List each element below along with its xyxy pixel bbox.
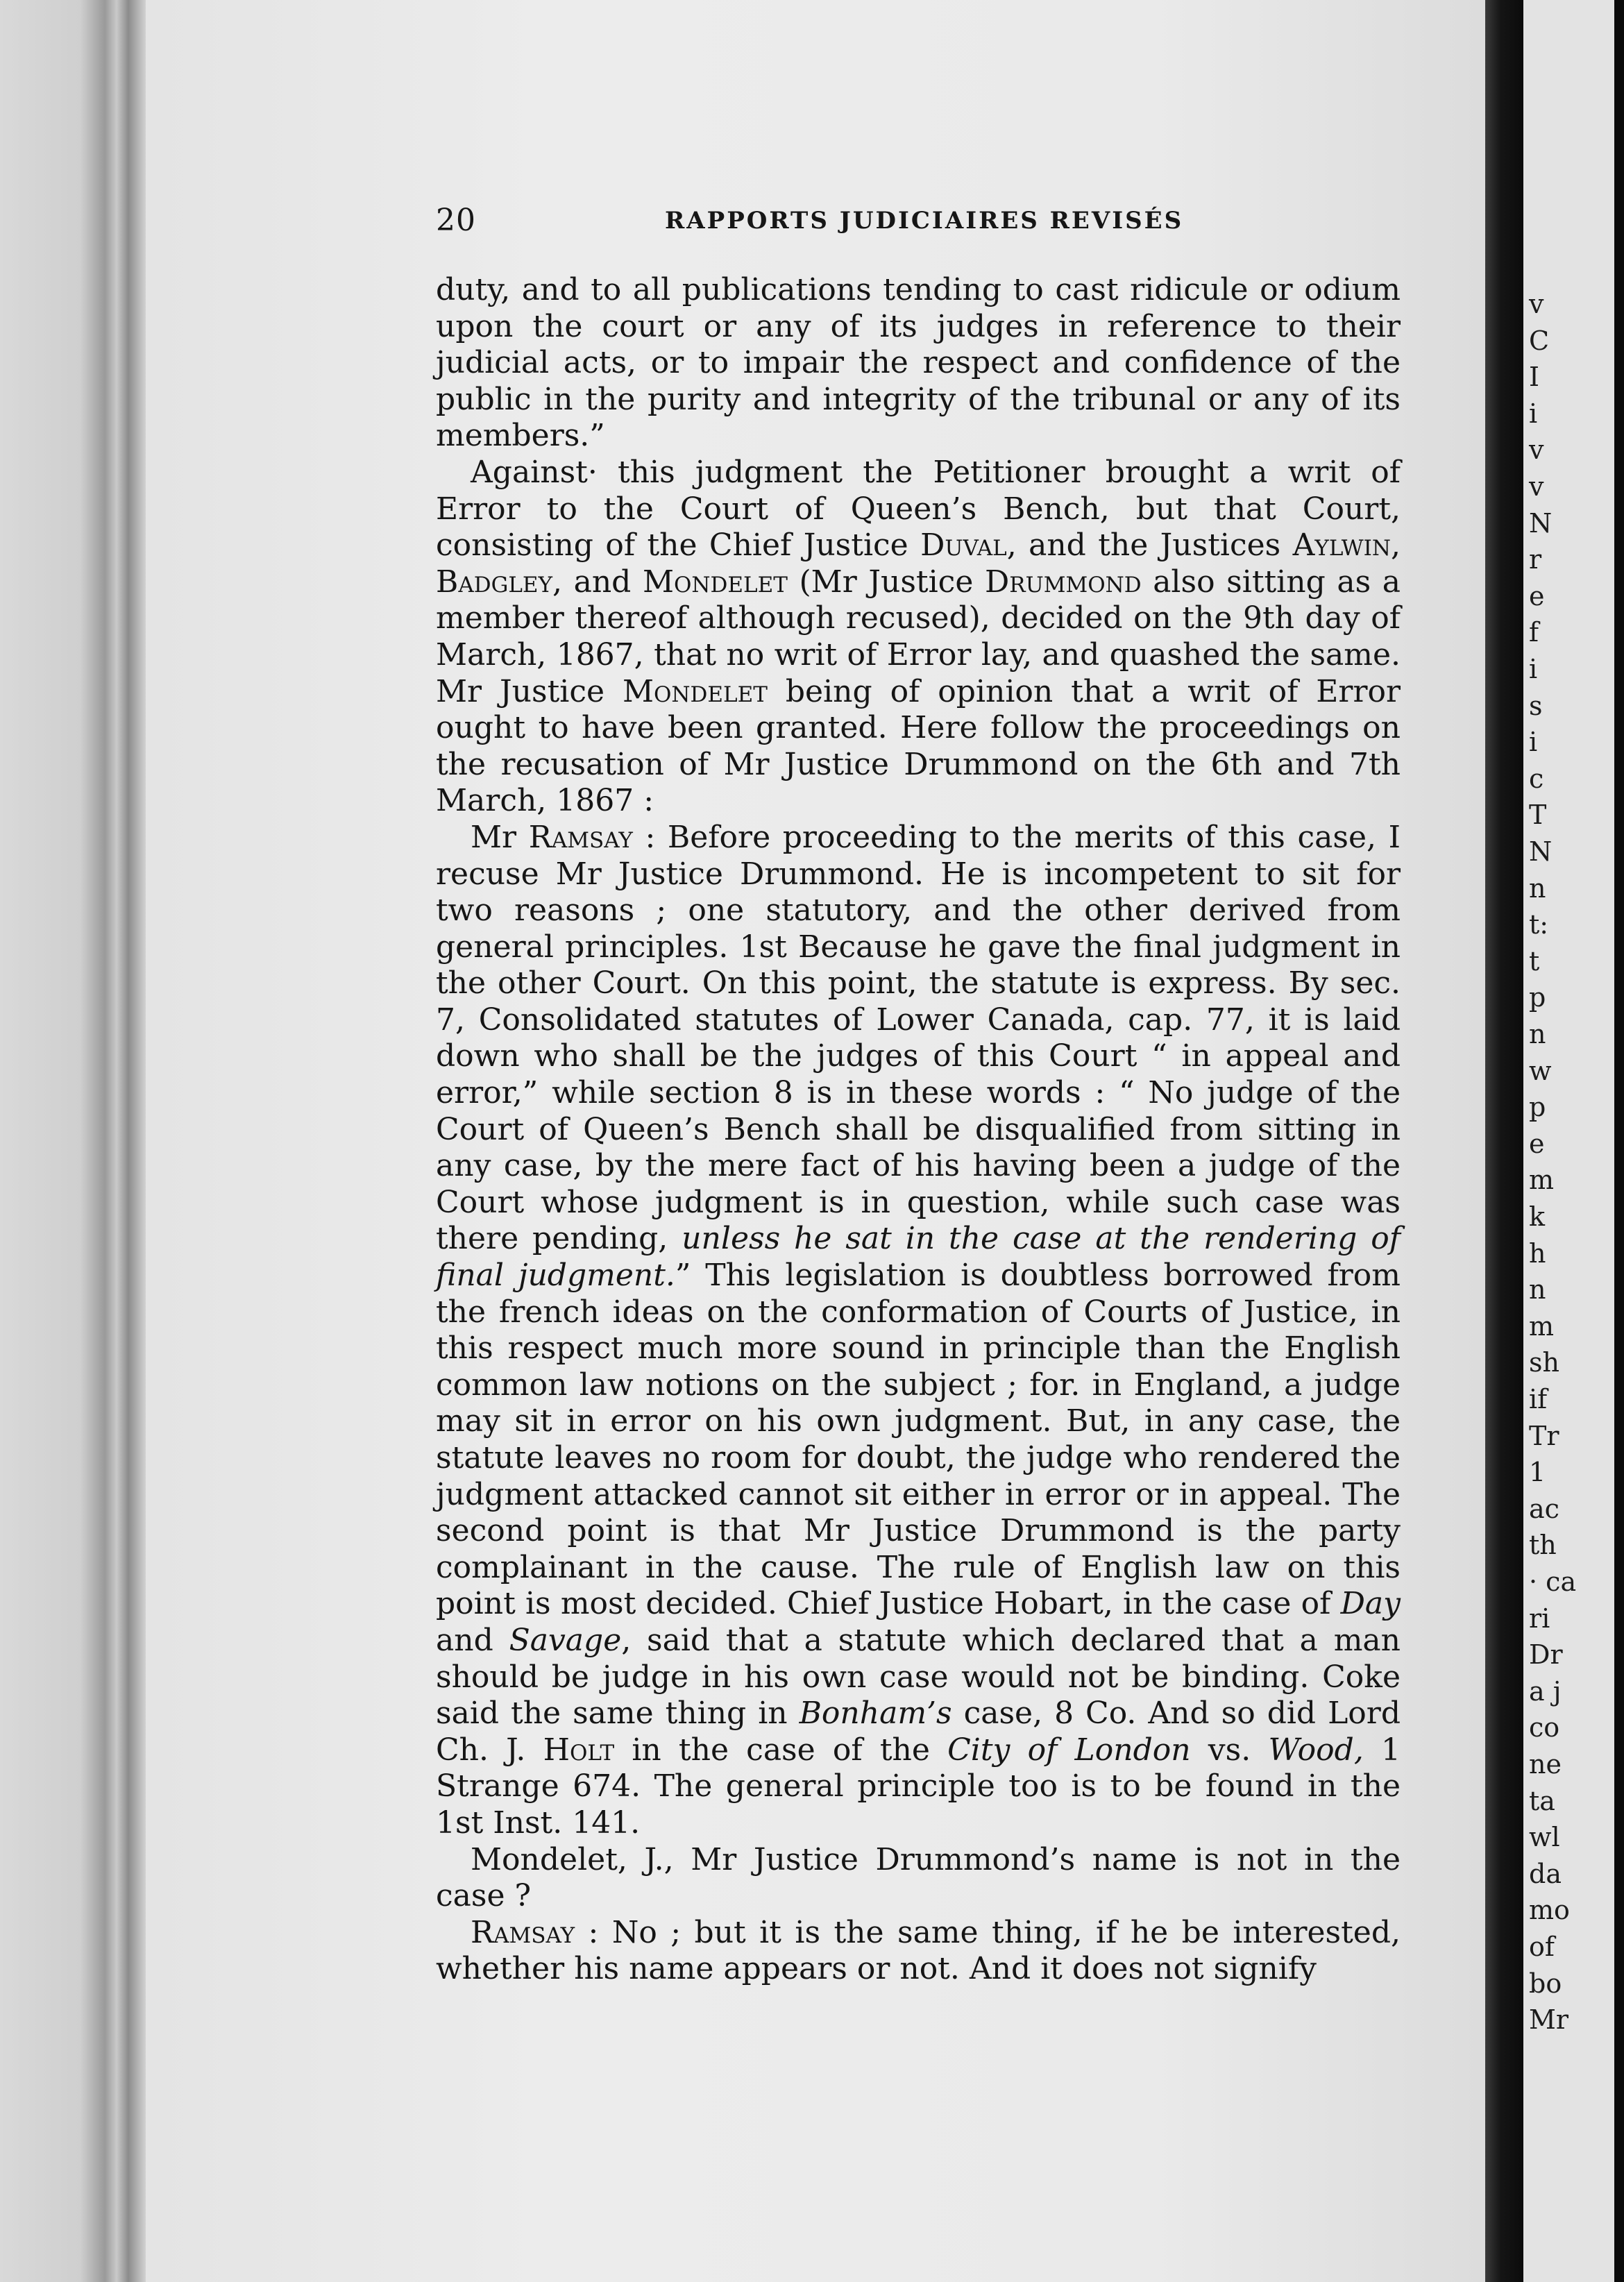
text-run: duty, and to all publications tending to cast ridicule or odium upon the court or any of its judges in reference to their judicial acts, or to impair the respect and confidence of the public in the purity and integrity of the tribunal or any of its members.” [436,272,1401,454]
text-run: Holt [543,1732,615,1768]
next-page-line-fragment: N [1529,836,1553,867]
text-run: 1 Strange 674. The general principle too is to be found in the 1st Inst. 141. [436,1732,1401,1841]
next-page-line-fragment: C [1529,325,1550,356]
text-run: Drummond [984,564,1142,600]
text-run: unless he sat in the case at the rendering of final judgment. [436,1221,1401,1294]
text-run: being of opinion that a writ of Error ought to have been granted. Here follow the proceedings on the recusation of Mr Justice Drummond on the 6th and 7th March, 1867 : [436,673,1401,819]
next-page-line-fragment: i [1529,398,1538,429]
next-page-line-fragment: p [1529,982,1546,1013]
text-run: , said that a statute which declared that a man should be judge in his own case would not be binding. Coke said the same thing in [436,1622,1401,1732]
next-page-line-fragment: ne [1529,1749,1562,1780]
text-run: Savage [509,1622,622,1658]
text-run: Ramsay [471,1914,575,1950]
text-run: Wood, [1268,1732,1364,1768]
scan-border [1614,0,1624,2282]
text-run: Ramsay [528,819,633,855]
running-title: RAPPORTS JUDICIAIRES REVISÉS [665,207,1184,235]
text-run: Duval [920,527,1007,564]
text-run: Mondelet, J., Mr Justice Drummond’s name is not in the case ? [436,1841,1401,1914]
paragraph [436,455,1401,820]
next-page-line-fragment: co [1529,1712,1560,1743]
text-run: Bonham’s [799,1696,952,1732]
text-run: (Mr Justice [787,564,985,600]
next-page-line-fragment: p [1529,1092,1546,1123]
next-page-line-fragment: a j [1529,1675,1562,1707]
next-page-line-fragment: r [1529,544,1542,575]
next-page-line-fragment: f [1529,617,1539,648]
next-page-line-fragment: i [1529,727,1538,758]
next-page-line-fragment: ta [1529,1785,1555,1816]
next-page-line-fragment: e [1529,1128,1545,1159]
next-page-line-fragment: bo [1529,1968,1562,1999]
next-page-line-fragment: Dr [1529,1639,1563,1671]
next-page-line-fragment: of [1529,1932,1555,1962]
next-page-line-fragment: w [1529,1055,1552,1086]
text-run: : Before proceeding to the merits of this case, I recuse Mr Justice Drummond. He is incompetent to sit for two reasons ; one statutory, and the other derived from general principles. 1st Because he gave the final judgment in the other Court. On this point, the statute is express. By sec. 7, Consolidated statutes of Lower Canada, cap. 77, it is laid down who shall be the judges of this Court “ in appeal and error,” while section 8 is in these words : “ No judge of the Court of Queen’s Bench shall be disqualified from sitting in any case, by the mere fact of his having been a judge of the Court whose judgment is in question, while such case was there pending, [436,819,1401,1257]
next-page-line-fragment: · ca [1529,1566,1577,1597]
next-page-line-fragment: v [1529,434,1544,466]
text-run: in the case of the [614,1732,948,1768]
next-page-line-fragment: da [1529,1858,1562,1889]
next-page-line-fragment: th [1529,1530,1557,1561]
running-head [436,203,1401,244]
paragraph [436,1915,1401,1988]
next-page-line-fragment: t [1529,945,1540,977]
next-page-line-fragment: i [1529,654,1538,684]
next-page-line-fragment: h [1529,1237,1546,1269]
text-run: Against· this judgment the Petitioner brought a writ of Error to the Court of Queen’s Bench, but that Court, consisting of the Chief Justice [436,454,1401,564]
left-page-edge [0,0,146,2282]
next-page-line-fragment: T [1529,800,1547,831]
page-number: 20 [436,203,476,238]
next-page-line-fragment: k [1529,1201,1546,1232]
paragraph [436,1842,1401,1915]
next-page-line-fragment: ac [1529,1493,1559,1524]
next-page-fragment [1523,0,1624,2282]
next-page-line-fragment: n [1529,1019,1546,1049]
next-page-line-fragment: e [1529,580,1545,611]
next-page-line-fragment: Mr [1529,2004,1569,2036]
text-run: case, 8 Co. And so did Lord Ch. J. [436,1696,1401,1768]
next-page-line-fragment: v [1529,471,1544,502]
text-run: Aylwin [1292,527,1391,564]
text-run: Mondelet [642,564,788,600]
text-run: also sitting as a member thereof although recused), decided on the 9th day of March, 1867, that no writ of Error lay, and quashed the same. Mr Justice [436,564,1401,709]
paragraph [436,820,1401,1842]
gutter-shadow [1485,0,1523,2282]
next-page-line-fragment: N [1529,507,1553,539]
next-page-line-fragment: v [1529,289,1544,319]
next-page-line-fragment: m [1529,1310,1555,1342]
next-page-line-fragment: n [1529,1274,1546,1305]
body-text [436,272,1401,1988]
text-run: , and the Justices [1006,527,1293,564]
text-run: Badgley [436,564,553,600]
text-run: vs. [1190,1732,1269,1768]
text-run: : No ; but it is the same thing, if he be interested, whether his name appears or not. And it does not signify [436,1914,1401,1987]
next-page-line-fragment: n [1529,872,1546,904]
text-run: Mr [471,819,529,855]
next-page-line-fragment: mo [1529,1895,1570,1926]
next-page-line-fragment: sh [1529,1347,1559,1378]
next-page-line-fragment: c [1529,763,1544,794]
next-page-line-fragment: wl [1529,1822,1560,1853]
next-page-line-fragment: Tr [1529,1420,1559,1451]
text-run: Mondelet [622,673,768,709]
next-page-line-fragment: ri [1529,1603,1550,1634]
text-run: ” This legislation is doubtless borrowed from the french ideas on the conformation of Courts of Justice, in this respect much more sound in principle than the English common law notions on the subject ; for. in England, a judge may sit in error on his own judgment. But, in any case, the statute leaves no room for doubt, the judge who rendered the judgment attacked cannot sit either in error or in appeal. The second point is that Mr Justice Drummond is the party complainant in the cause. The rule of English law on this point is most decided. Chief Justice Hobart, in the case of [436,1258,1401,1622]
next-page-line-fragment: if [1529,1384,1548,1414]
next-page-line-fragment: s [1529,690,1543,721]
text-run: and [436,1622,509,1658]
text-run: , and [552,564,643,600]
next-page-line-fragment: t: [1529,909,1549,940]
text-run: Day [1340,1586,1401,1622]
next-page-line-fragment: I [1529,362,1540,393]
next-page-line-fragment: 1 [1529,1457,1546,1488]
text-run: , [1391,527,1401,564]
text-run: City of London [947,1732,1191,1768]
paragraph [436,272,1401,455]
next-page-line-fragment: m [1529,1165,1555,1196]
